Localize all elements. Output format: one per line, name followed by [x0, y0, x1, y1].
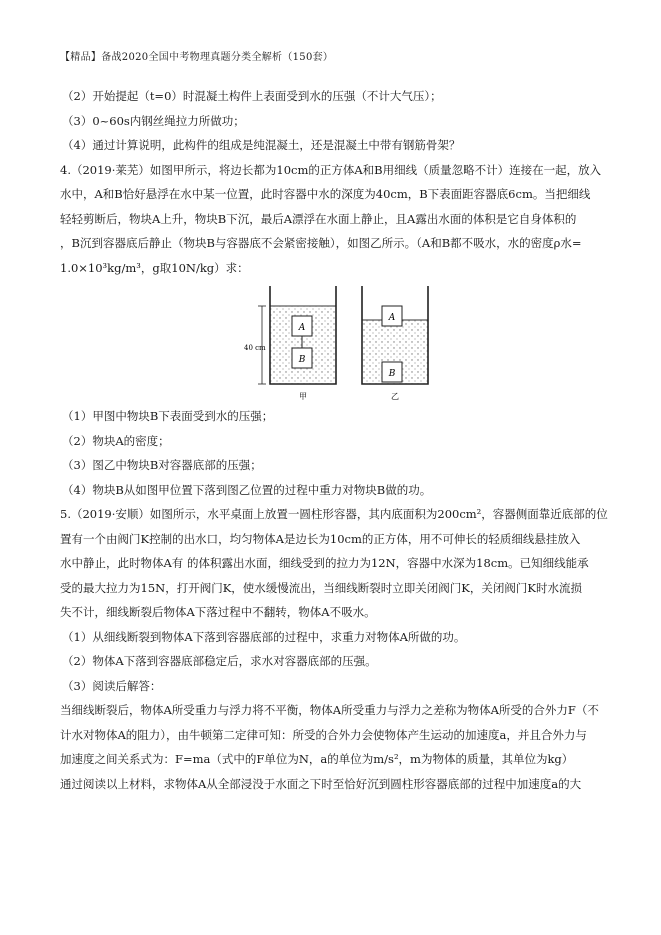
q4-text-line: 4.（2019·莱芜）如图甲所示，将边长都为10cm的正方体A和B用细线（质量忽略不计）连接在一起，放入	[60, 162, 602, 177]
q4-text-line: ，B沉到容器底后静止（物块B与容器底不会紧密接触），如图乙所示。（A和B都不吸水，水的密度ρ水=	[60, 236, 582, 250]
block-a-label: A	[388, 313, 396, 323]
depth-label: 40 cm	[244, 344, 266, 352]
q5-text-line: 置有一个由阀门K控制的出水口，均匀物体A是边长为10cm的正方体，用不可伸长的轻质细线悬挂放入	[60, 531, 581, 546]
q5-text-line: 水中静止，此时物体A有 的体积露出水面，细线受到的拉力为12N，容器中水深为18cm。已知细线能承	[60, 556, 589, 570]
block-b-label: B	[388, 369, 396, 379]
container-jia	[244, 286, 336, 401]
q4-part-4: （4）物块B从如图甲位置下落到图乙位置的过程中重力对物块B做的功。	[62, 482, 432, 497]
q3-part-2: （2）开始提起（t=0）时混凝土构件上表面受到水的压强（不计大气压）；	[62, 89, 442, 103]
q4-part-2: （2）物块A的密度；	[62, 433, 170, 448]
q4-figure	[60, 280, 608, 404]
block-b-label: B	[298, 355, 306, 365]
q5-part-3: （3）阅读后解答：	[62, 678, 162, 693]
document-body	[60, 84, 608, 796]
q5-part-1: （1）从细线断裂到物体A下落到容器底部的过程中，求重力对物体A所做的功。	[62, 629, 466, 644]
q4-text-line: 水中，A和B恰好悬浮在水中某一位置，此时容器中水的深度为40cm，B下表面距容器底6cm。当把细线	[60, 187, 591, 201]
q3-part-4: （4）通过计算说明，此构件的组成是纯混凝土，还是混凝土中带有钢筋骨架？	[62, 138, 461, 152]
q4-part-1: （1）甲图中物块B下表面受到水的压强；	[62, 409, 274, 423]
caption-yi: 乙	[391, 392, 399, 401]
q3-part-3: （3）0~60s内钢丝绳拉力所做功；	[62, 113, 245, 128]
q5-text-line: 5.（2019·安顺）如图所示，水平桌面上放置一圆柱形容器，其内底面积为200cm²，容器侧面靠近底部的位	[60, 507, 608, 521]
document-header: 【精品】备战2020全国中考物理真题分类全解析（150套）	[60, 52, 334, 63]
q5-reading-line: 当细线断裂后，物体A所受重力与浮力将不平衡，物体A所受重力与浮力之差称为物体A所受的合外力F（不	[60, 703, 599, 717]
q5-reading-line: 加速度之间关系式为：F=ma（式中的F单位为N，a的单位为m/s²，m为物体的质量，其单位为kg）	[60, 752, 574, 766]
q5-part-2: （2）物体A下落到容器底部稳定后，求水对容器底部的压强。	[62, 654, 377, 668]
q5-text-line: 失不计，细线断裂后物体A下落过程中不翻转，物体A不吸水。	[60, 605, 376, 619]
caption-jia: 甲	[299, 392, 307, 401]
q5-reading-line: 计水对物体A的阻力），由牛顿第二定律可知：所受的合外力会使物体产生运动的加速度a，并且合外力与	[60, 727, 587, 742]
q5-reading-line: 通过阅读以上材料，求物体A从全部浸没于水面之下时至恰好沉到圆柱形容器底部的过程中加速度a的大	[60, 776, 582, 791]
block-a-label: A	[298, 323, 306, 333]
q4-part-3: （3）图乙中物块B对容器底部的压强；	[62, 458, 262, 472]
container-diagram	[242, 280, 502, 404]
q4-text-line: 轻轻剪断后，物块A上升，物块B下沉，最后A漂浮在水面上静止，且A露出水面的体积是它自身体积的	[60, 211, 577, 226]
container-yi	[362, 286, 428, 401]
q4-text-line: 1.0×10³kg/m³，g取10N/kg）求：	[60, 260, 249, 275]
q5-text-line: 受的最大拉力为15N，打开阀门K，使水缓慢流出，当细线断裂时立即关闭阀门K，关闭阀门K时水流损	[60, 580, 582, 595]
